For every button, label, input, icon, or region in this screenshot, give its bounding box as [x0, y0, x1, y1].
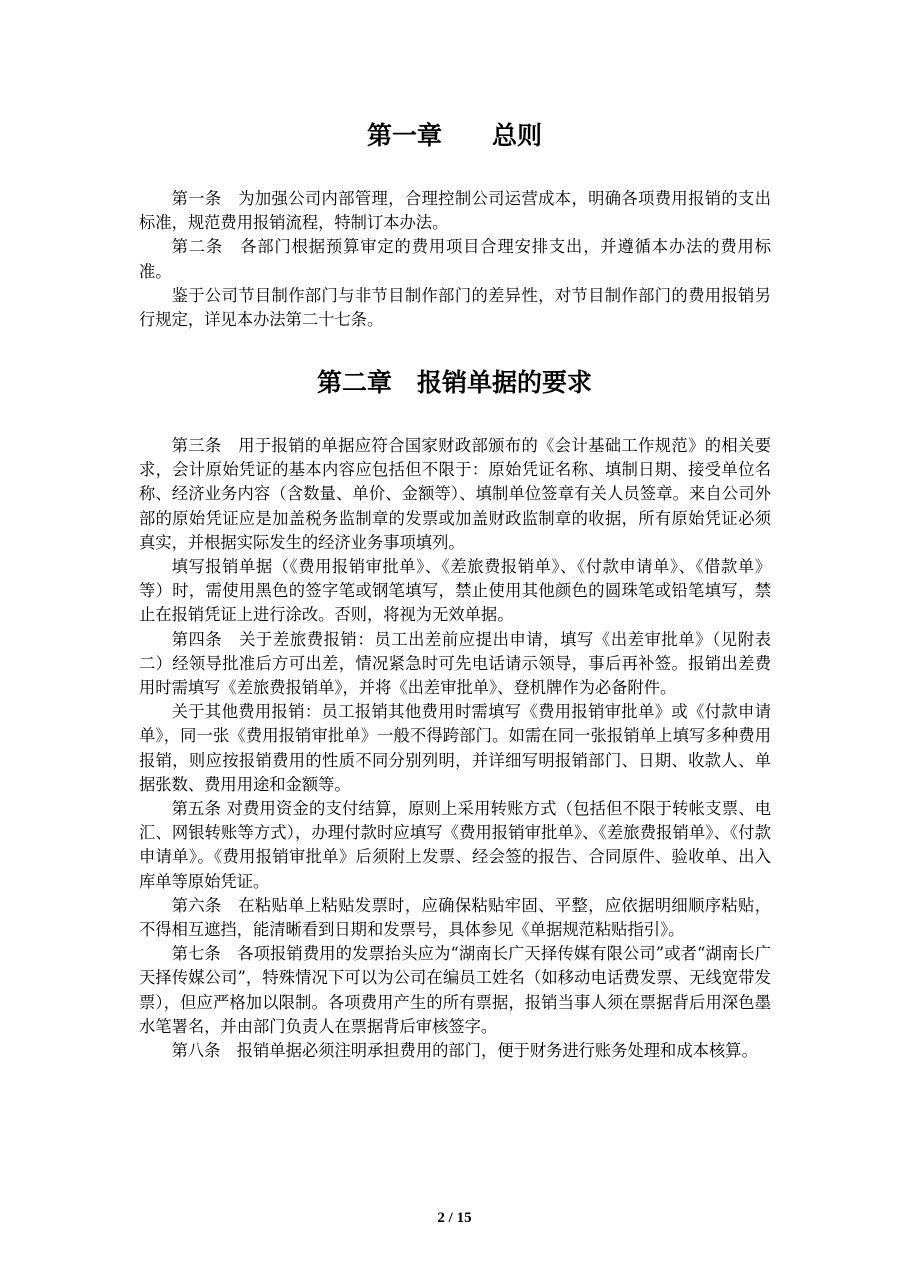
chapter-1-title: 第一章 总则 [366, 121, 542, 150]
article-2-paragraph: 第二条 各部门根据预算审定的费用项目合理安排支出，并遵循本办法的费用标准。 [139, 237, 771, 281]
other-expenses-paragraph: 关于其他费用报销：员工报销其他费用时需填写《费用报销审批单》或《付款申请单》，同一张《费用报销审批单》一般不得跨部门。如需在同一张报销单上填写多种费用报销，则应按报销费用的性质不同分别列明，并详细写明报销部门、日期、收款人、单据张数、费用用途和金额等。 [139, 702, 771, 794]
article-6-paragraph: 第六条 在粘贴单上粘贴发票时，应确保粘贴牢固、平整，应依据明细顺序粘贴，不得相互遮挡，能清晰看到日期和发票号，具体参见《单据规范粘贴指引》。 [139, 895, 771, 940]
article-8-paragraph: 第八条 报销单据必须注明承担费用的部门，便于财务进行账务处理和成本核算。 [171, 1041, 758, 1061]
chapter-2-title: 第二章 报销单据的要求 [316, 368, 592, 397]
chapter-2-body [139, 434, 771, 1063]
production-department-note-paragraph: 鉴于公司节目制作部门与非节目制作部门的差异性，对节目制作部门的费用报销另行规定，详见本办法第二十七条。 [139, 285, 771, 330]
article-7-paragraph: 第七条 各项报销费用的发票抬头应为“湖南长广天择传媒有限公司”或者“湖南长广天择传媒公司”，特殊情况下可以为公司在编员工姓名（如移动电话费发票、无线宽带发票），但应严格加以限制。各项费用产生的所有票据，报销当事人须在票据背后用深色墨水笔署名，并由部门负责人在票据背后审核签字。 [139, 944, 771, 1036]
page-number: 2 / 15 [437, 1210, 472, 1226]
article-1-paragraph: 第一条 为加强公司内部管理，合理控制公司运营成本，明确各项费用报销的支出标准，规范费用报销流程，特制订本办法。 [139, 189, 771, 233]
article-3-paragraph: 第三条 用于报销的单据应符合国家财政部颁布的《会计基础工作规范》的相关要求，会计原始凭证的基本内容应包括但不限于：原始凭证名称、填制日期、接受单位名称、经济业务内容（含数量、单价、金额等）、填制单位签章有关人员签章。来自公司外部的原始凭证应是加盖税务监制章的发票或加盖财政监制章的收据，所有原始凭证必须真实，并根据实际发生的经济业务事项填列。 [139, 436, 771, 552]
article-4-paragraph: 第四条 关于差旅费报销：员工出差前应提出申请，填写《出差审批单》（见附表二）经领导批准后方可出差，情况紧急时可先电话请示领导，事后再补签。报销出差费用时需填写《差旅费报销单》，并将《出差审批单》、登机牌作为必备附件。 [139, 629, 771, 698]
form-filling-paragraph: 填写报销单据（《费用报销审批单》、《差旅费报销单》、《付款申请单》、《借款单》等）时，需使用黑色的签字笔或钢笔填写，禁止使用其他颜色的圆珠笔或铅笔填写，禁止在报销凭证上进行涂改。否则，将视为无效单据。 [139, 557, 771, 625]
article-5-paragraph: 第五条 对费用资金的支付结算，原则上采用转账方式（包括但不限于转帐支票、电汇、网银转账等方式），办理付款时应填写《费用报销审批单》、《差旅费报销单》、《付款申请单》。《费用报销审批单》后须附上发票、经会签的报告、合同原件、验收单、出入库单等原始凭证。 [139, 799, 771, 891]
chapter-1-body [139, 187, 771, 332]
